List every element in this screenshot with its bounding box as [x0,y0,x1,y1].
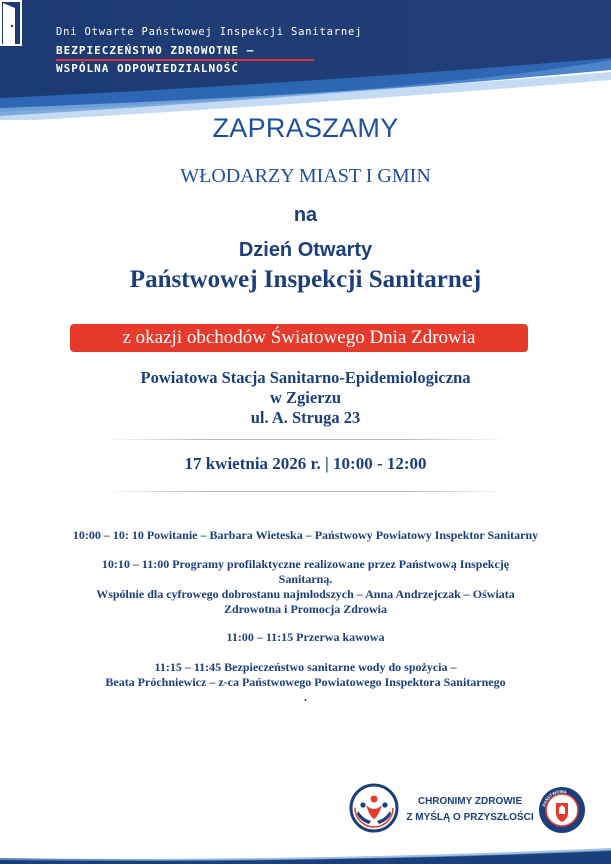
header-pre-title: Dni Otwarte Państwowej Inspekcji Sanitarnej [56,26,363,38]
open-door-icon [0,0,22,46]
connector: na [293,204,318,226]
agenda-item [0,557,611,617]
svg-text:PAŃSTWOWA: PAŃSTWOWA [541,788,568,808]
campaign-logo-icon [349,783,399,833]
venue-name: Powiatowa Stacja Sanitarno-Epidemiologiczna [140,368,471,387]
agenda-line: Wspólnie dla cyfrowego dobrostanu najmłodszych – Anna Andrzejczak – Oświata [96,587,515,601]
header-brand-line2: WSPÓLNA ODPOWIEDZIALNOŚĆ [56,62,239,75]
audience: WŁODARZY MIAST I GMIN [180,165,431,187]
svg-text:INSPEKCJA SANITARNA: INSPEKCJA SANITAR [546,813,578,826]
headline: ZAPRASZAMY [212,113,399,143]
agenda-line: Beata Próchniewicz – z-ca Państwowego Powiatowego Inspektora Sanitarnego [105,675,506,689]
agenda-item [0,660,611,705]
brand-underline [56,59,314,61]
agenda-line: 11:00 – 11:15 Przerwa kawowa [226,630,385,644]
divider-top [100,439,510,440]
event-title-line1: Dzień Otwarty [238,239,373,261]
agenda-line: 10:10 – 11:00 Programy profilaktyczne realizowane przez Państwową Inspekcję [101,557,510,571]
header-banner [0,0,611,120]
agenda-line: Zdrowotna i Promocja Zdrowia [223,602,387,616]
footer-slogan [405,794,535,826]
venue-city: w Zgierzu [269,388,342,407]
agenda-line: 10:00 – 10: 10 Powitanie – Barbara Wieteska – Państwowy Powiatowy Inspektor Sanitarny [72,528,539,542]
event-title-line2: Państwowej Inspekcji Sanitarnej [129,266,482,293]
footer-wave [0,844,611,864]
occasion-banner: z okazji obchodów Światowego Dnia Zdrowia [70,324,528,352]
agenda-line: Sanitarną. [278,572,333,586]
agenda-line: . [304,690,307,704]
slogan-line1: CHRONIMY ZDROWIE [417,796,523,807]
header-brand-line1: BEZPIECZEŃSTWO ZDROWOTNE – [56,44,255,57]
venue-address: ul. A. Struga 23 [250,408,361,427]
event-date-time: 17 kwietnia 2026 r. | 10:00 - 12:00 [184,454,427,473]
agenda-line: 11:15 – 11:45 Bezpieczeństwo sanitarne wody do spożycia – [154,660,457,674]
inspection-seal-icon [538,786,586,834]
agenda-item [0,528,611,543]
agenda-item [0,630,611,645]
divider-bottom [100,491,510,492]
slogan-line2: Z MYŚLĄ O PRZYSZŁOŚCI [406,812,534,823]
